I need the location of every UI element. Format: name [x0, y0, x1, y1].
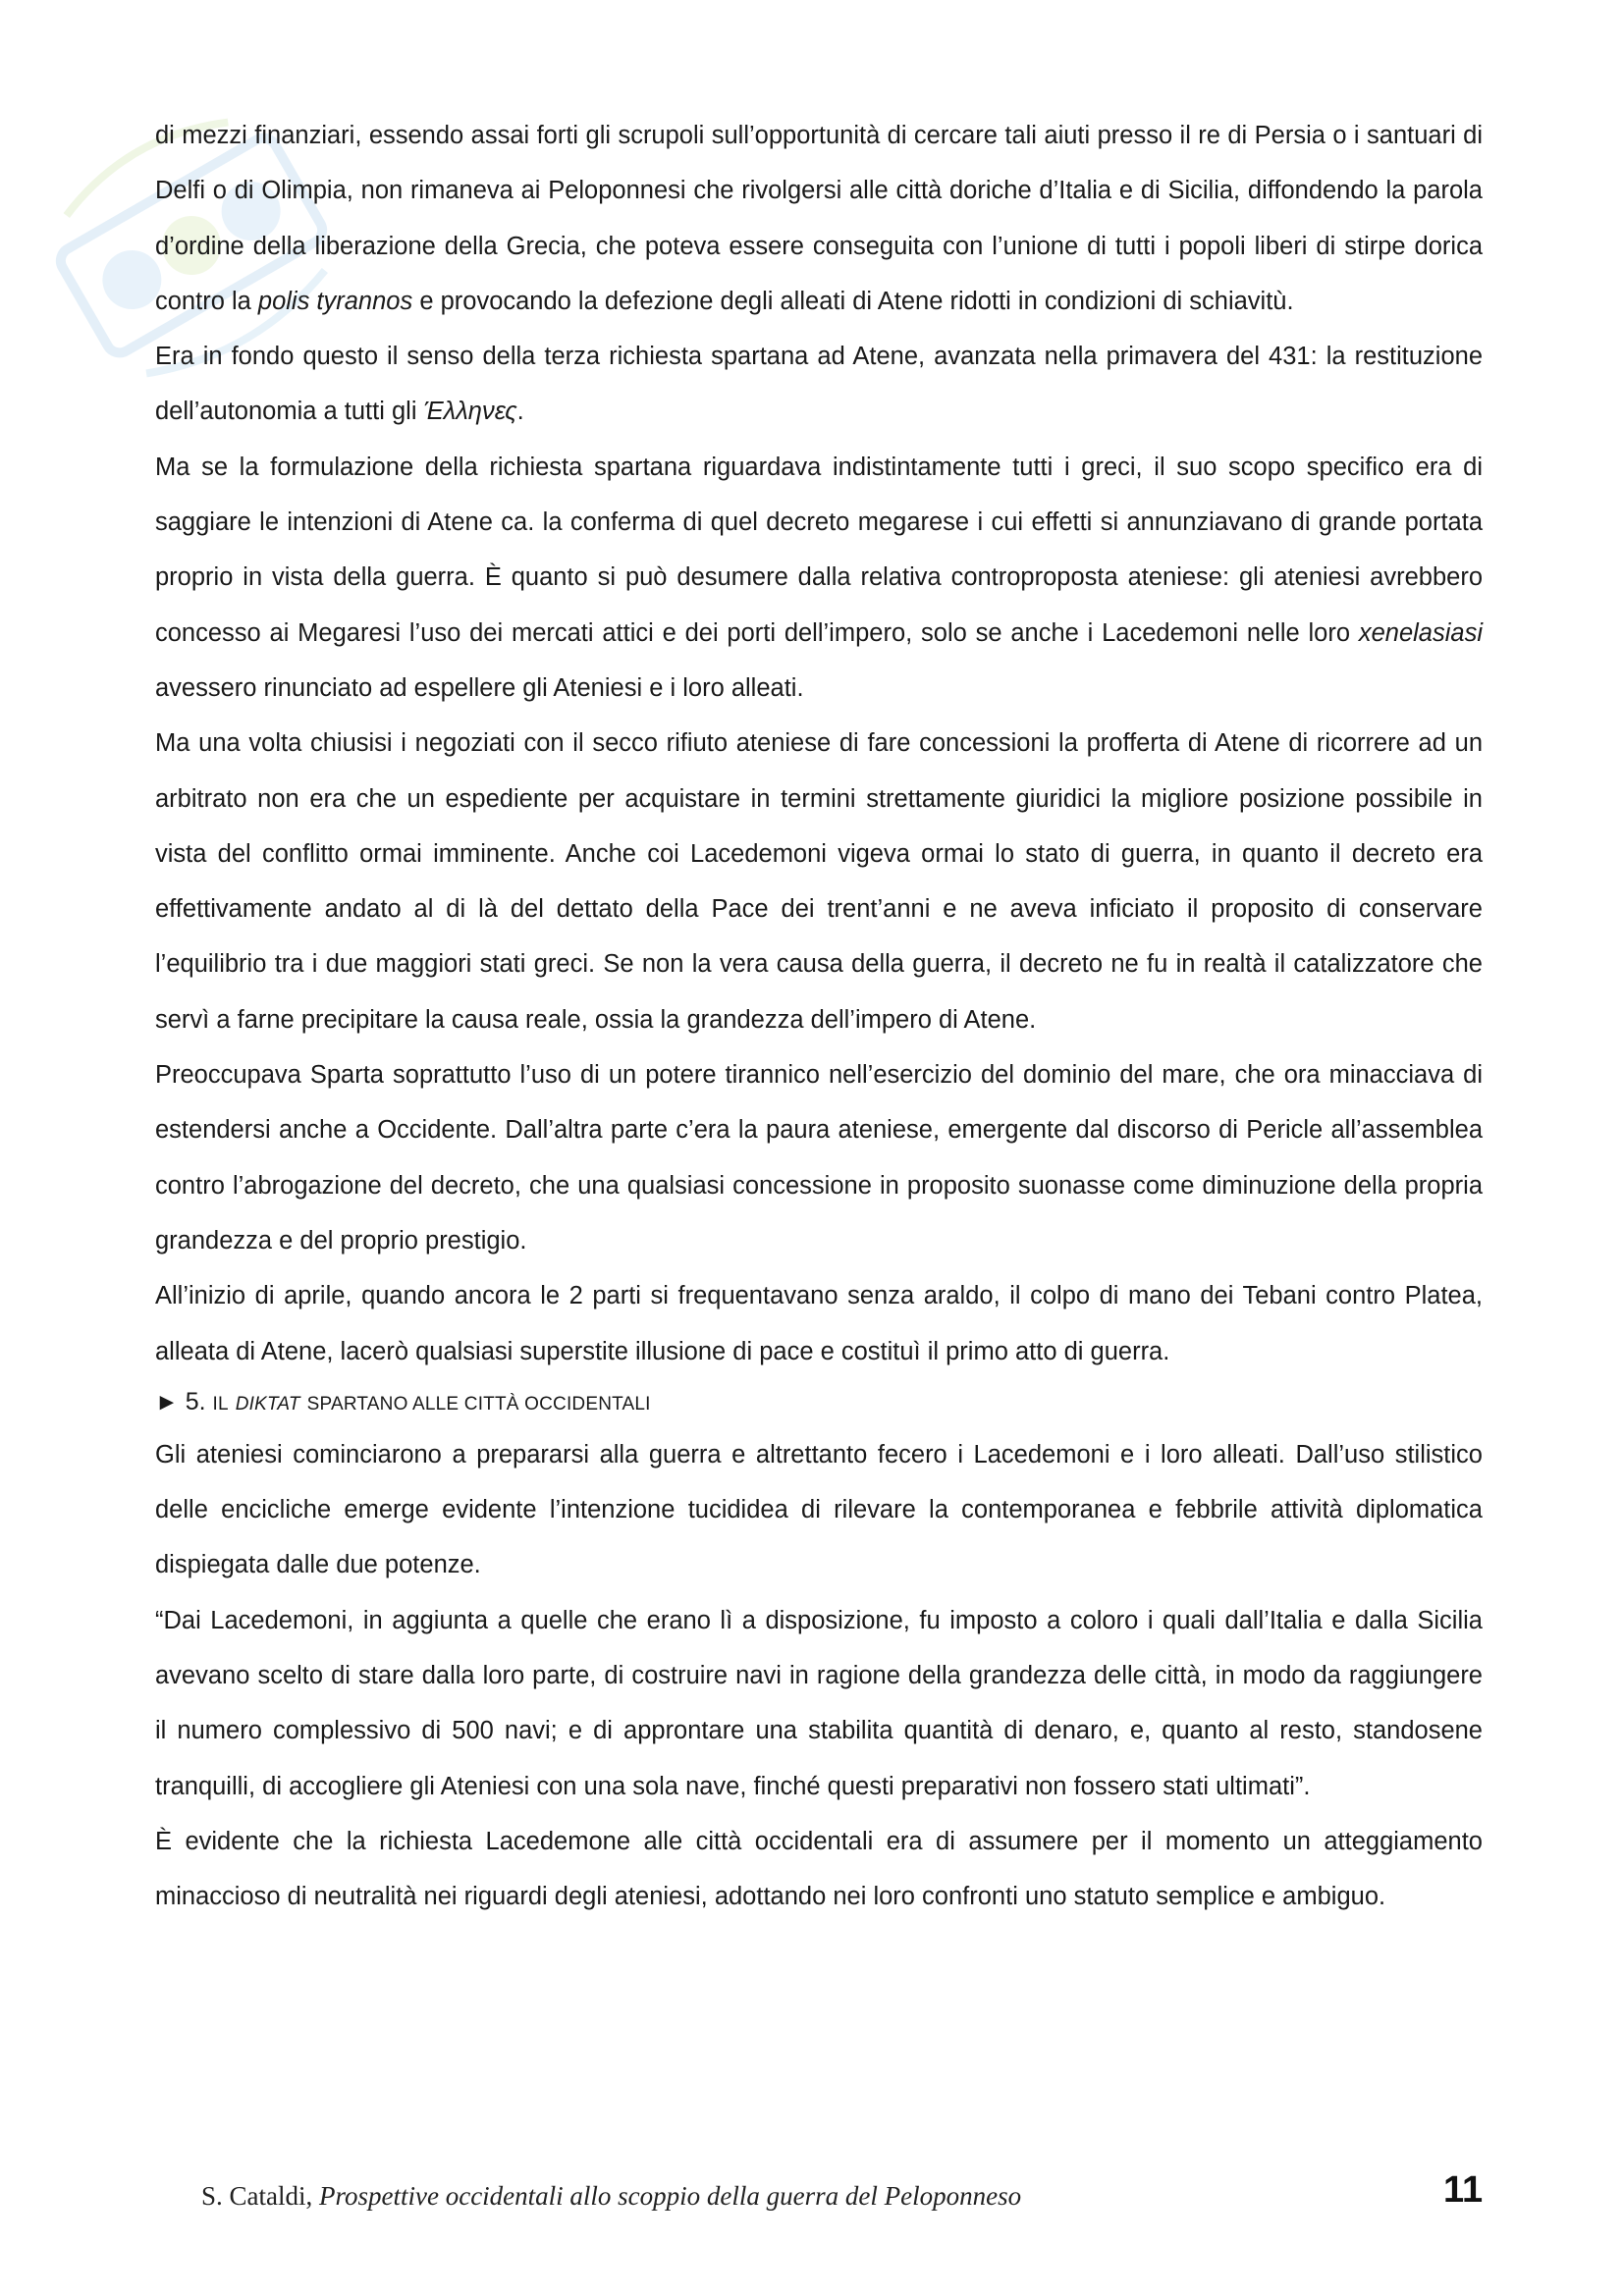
section-title-pre: IL	[212, 1393, 229, 1415]
footer-citation	[201, 2181, 1021, 2212]
paragraph: di mezzi finanziari, essendo assai forti gli scrupoli sull’opportunità di cercare tali aiuti presso il re di Persia o i santuari di Delfi o di Olimpia, non rimaneva ai Peloponnesi che rivolgersi alle città doriche d’Italia e di Sicilia, diffondendo la parola d’ordine della liberazione della Grecia, che poteva essere conseguita con l’unione di tutti i popoli liberi di stirpe dorica contro la polis tyrannos e provocando la defezione degli alleati di Atene ridotti in condizioni di schiavitù.	[155, 122, 1483, 315]
section-title-post: SPARTANO ALLE CITTÀ OCCIDENTALI	[306, 1393, 651, 1415]
page-footer	[0, 2169, 1623, 2220]
footer-title: Prospettive occidentali allo scoppio della guerra del Peloponneso	[319, 2181, 1022, 2211]
paragraph: Ma una volta chiusisi i negoziati con il secco rifiuto ateniese di fare concessioni la profferta di Atene di ricorrere ad un arbitrato non era che un espediente per acquistare in termini strettamente giuridici la migliore posizione possibile in vista del conflitto ormai imminente. Anche coi Lacedemoni vigeva ormai lo stato di guerra, in quanto il decreto era effettivamente andato al di là del dettato della Pace dei trent’anni e ne aveva inficiato il proposito di conservare l’equilibrio tra i due maggiori stati greci. Se non la vera causa della guerra, il decreto ne fu in realtà il catalizzatore che servì a farne precipitare la causa reale, ossia la grandezza dell’impero di Atene.	[155, 729, 1483, 1034]
paragraph: Ma se la formulazione della richiesta spartana riguardava indistintamente tutti i greci, il suo scopo specifico era di saggiare le intenzioni di Atene ca. la conferma di quel decreto megarese i cui effetti si annunziavano di grande portata proprio in vista della guerra. È quanto si può desumere dalla relativa controproposta ateniese: gli ateniesi avrebbero concesso ai Megaresi l’uso dei mercati attici e dei porti dell’impero, solo se anche i Lacedemoni nelle loro xenelasiasi avessero rinunciato ad espellere gli Ateniesi e i loro alleati.	[155, 453, 1483, 702]
page-number: 11	[1443, 2169, 1484, 2211]
section-title-em: DIKTAT	[235, 1393, 300, 1415]
paragraph: All’inizio di aprile, quando ancora le 2 parti si frequentavano senza araldo, il colpo di mano dei Tebani contro Platea, alleata di Atene, lacerò qualsiasi superstite illusione di pace e costituì il primo atto di guerra.	[155, 1282, 1483, 1365]
section-heading	[155, 1379, 1483, 1427]
paragraph: È evidente che la richiesta Lacedemone alle città occidentali era di assumere per il momento un atteggiamento minaccioso di neutralità nei riguardi degli ateniesi, adottando nei loro confronti uno statuto semplice e ambiguo.	[155, 1827, 1483, 1911]
paragraph: Preoccupava Sparta soprattutto l’uso di un potere tirannico nell’esercizio del dominio del mare, che ora minacciava di estendersi anche a Occidente. Dall’altra parte c’era la paura ateniese, emergente dal discorso di Pericle all’assemblea contro l’abrogazione del decreto, che una qualsiasi concessione in proposito suonasse come diminuzione della propria grandezza e del proprio prestigio.	[155, 1061, 1483, 1255]
quote-paragraph: “Dai Lacedemoni, in aggiunta a quelle che erano lì a disposizione, fu imposto a coloro i quali dall’Italia e dalla Sicilia avevano scelto di stare dalla loro parte, di costruire navi in ragione della grandezza delle città, in modo da raggiungere il numero complessivo di 500 navi; e di approntare una stabilita quantità di denaro, e, quanto al resto, standosene tranquilli, di accogliere gli Ateniesi con una sola nave, finché questi preparativi non fossero stati ultimati”.	[155, 1606, 1483, 1800]
arrow-right-icon: ►	[155, 1388, 179, 1415]
section-number: 5.	[185, 1387, 206, 1415]
paragraph: Era in fondo questo il senso della terza richiesta spartana ad Atene, avanzata nella primavera del 431: la restituzione dell’autonomia a tutti gli Έλληνες.	[155, 343, 1483, 426]
footer-author: S. Cataldi,	[201, 2181, 313, 2211]
paragraph: Gli ateniesi cominciarono a prepararsi alla guerra e altrettanto fecero i Lacedemoni e i loro alleati. Dall’uso stilistico delle encicliche emerge evidente l’intenzione tucididea di rilevare la contemporanea e febbrile attività diplomatica dispiegata dalle due potenze.	[155, 1440, 1483, 1579]
document-body	[155, 108, 1483, 1925]
